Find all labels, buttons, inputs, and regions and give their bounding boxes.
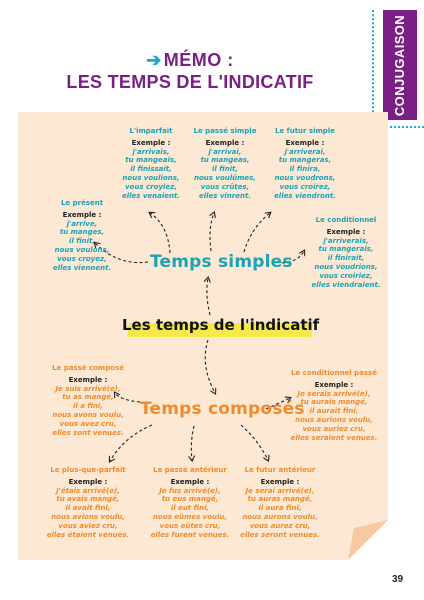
example-label: Exemple : bbox=[131, 138, 171, 147]
block-title: Le passé simple bbox=[193, 127, 257, 135]
example-label: Exemple : bbox=[170, 477, 210, 486]
conjugation-line: il finira, bbox=[289, 165, 321, 174]
conjugation-line: nous eûmes voulu, bbox=[152, 512, 228, 521]
conjugation-line: elles venaient. bbox=[121, 191, 181, 200]
hub-temps-simples: Temps simples bbox=[150, 252, 293, 272]
conjugation-line: j'arrivai, bbox=[208, 147, 242, 156]
conjugation-line: il a fini, bbox=[73, 402, 103, 411]
block-futur-simple bbox=[262, 127, 348, 200]
side-tab-label: CONJUGAISON bbox=[392, 14, 408, 116]
arrow-center-to-compose bbox=[205, 340, 215, 393]
conjugation-line: elles étaient venues. bbox=[46, 530, 130, 539]
conjugation-line: vous aurez cru, bbox=[249, 521, 311, 530]
conjugation-line: nous voudrions, bbox=[314, 262, 378, 271]
conjugation-line: il finit, bbox=[211, 165, 239, 174]
arrow-imparfait bbox=[150, 213, 170, 253]
conjugation-line: nous voulons, bbox=[54, 245, 110, 254]
conjugation-line: il aurait fini, bbox=[309, 407, 359, 416]
conjugation-line: vous auriez cru, bbox=[302, 424, 366, 433]
block-title: Le présent bbox=[60, 199, 104, 207]
conjugation-line: elles viennent. bbox=[52, 263, 112, 272]
block-title: Le futur antérieur bbox=[244, 466, 316, 474]
conjugation-line: elles vinrent. bbox=[198, 191, 252, 200]
block-passe-simple bbox=[180, 127, 270, 200]
block-title: L'imparfait bbox=[129, 127, 173, 135]
conjugation-line: vous crûtes, bbox=[200, 182, 250, 191]
conjugation-line: tu aurais mangé, bbox=[300, 398, 368, 407]
block-passe-anterieur bbox=[140, 466, 240, 539]
example-label: Exemple : bbox=[62, 210, 102, 219]
conjugation-line: il finissait, bbox=[130, 165, 172, 174]
conjugation-line: j'arriverai, bbox=[284, 147, 326, 156]
block-conditionnel-passe bbox=[284, 369, 384, 442]
conjugation-line: nous voulions, bbox=[122, 173, 180, 182]
conjugation-line: vous croyez, bbox=[57, 254, 107, 263]
block-plus-que-parfait bbox=[40, 466, 136, 539]
conjugation-line: j'arrivais, bbox=[132, 147, 170, 156]
conjugation-line: il aura fini, bbox=[258, 504, 302, 513]
conjugation-line: tu mangeras, bbox=[278, 156, 332, 165]
conjugation-line: tu as mangé, bbox=[62, 393, 114, 402]
conjugation-line: nous aurons voulu, bbox=[242, 512, 318, 521]
conjugation-line: nous avions voulu, bbox=[51, 512, 125, 521]
conjugation-line: j'arrive, bbox=[66, 219, 98, 228]
conjugation-line: elles seraient venues. bbox=[290, 433, 378, 442]
conjugation-line: Je serais arrivé(e), bbox=[297, 389, 371, 398]
conjugation-line: tu mangeas, bbox=[200, 156, 250, 165]
arrow-futur-anterieur bbox=[241, 425, 268, 460]
hub-center bbox=[122, 316, 320, 338]
conjugation-line: J'étais arrivé(e), bbox=[56, 486, 120, 495]
conjugation-line: vous croirez, bbox=[279, 182, 331, 191]
example-label: Exemple : bbox=[314, 380, 354, 389]
block-passe-compose bbox=[40, 364, 136, 437]
example-label: Exemple : bbox=[68, 375, 108, 384]
conjugation-line: vous avez cru, bbox=[59, 419, 117, 428]
memo-title-text: MÉMO : bbox=[163, 50, 234, 70]
conjugation-line: elles seront venues. bbox=[240, 530, 320, 539]
block-title: Le conditionnel bbox=[315, 216, 377, 224]
conjugation-line: nous aurions voulu, bbox=[295, 415, 373, 424]
conjugation-line: nous voudrons, bbox=[274, 173, 336, 182]
conjugation-line: tu eus mangé, bbox=[161, 495, 219, 504]
example-label: Exemple : bbox=[68, 477, 108, 486]
conjugation-line: vous croiriez, bbox=[319, 271, 373, 280]
conjugation-line: Je suis arrivé(e), bbox=[55, 384, 121, 393]
arrow-passe-simple bbox=[210, 213, 214, 251]
conjugation-line: il finirait, bbox=[327, 254, 365, 263]
example-label: Exemple : bbox=[205, 138, 245, 147]
conjugation-line: Je fus arrivé(e), bbox=[159, 486, 221, 495]
conjugation-line: elles viendront. bbox=[274, 191, 336, 200]
conjugation-line: il avait fini, bbox=[65, 504, 111, 513]
conjugation-line: tu manges, bbox=[59, 228, 105, 237]
conjugation-line: j'arriverais, bbox=[323, 236, 369, 245]
example-label: Exemple : bbox=[260, 477, 300, 486]
block-title: Le passé composé bbox=[52, 364, 124, 372]
conjugation-line: vous croyiez, bbox=[125, 182, 177, 191]
conjugation-line: il eut fini, bbox=[170, 504, 210, 513]
hub-temps-composes: Temps composés bbox=[140, 399, 305, 419]
block-title: Le conditionnel passé bbox=[291, 369, 377, 377]
block-title: Le plus-que-parfait bbox=[50, 466, 126, 474]
conjugation-line: tu mangeais, bbox=[125, 156, 177, 165]
conjugation-line: il finit, bbox=[68, 237, 96, 246]
conjugation-line: vous aviez cru, bbox=[58, 521, 118, 530]
center-label: Les temps de l'indicatif bbox=[122, 316, 320, 334]
conjugation-line: nous voulûmes, bbox=[194, 173, 256, 182]
example-label: Exemple : bbox=[285, 138, 325, 147]
block-title: Le futur simple bbox=[275, 127, 335, 135]
block-present bbox=[42, 199, 122, 272]
conjugation-line: tu auras mangé, bbox=[247, 495, 313, 504]
conjugation-line: elles viendraient. bbox=[311, 280, 381, 289]
arrow-futur-simple bbox=[244, 213, 270, 252]
conjugation-line: vous eûtes cru, bbox=[159, 521, 221, 530]
block-title: Le passé antérieur bbox=[153, 466, 227, 474]
conjugation-line: tu mangerais, bbox=[318, 245, 374, 254]
page-number: 39 bbox=[392, 574, 404, 585]
block-futur-anterieur bbox=[230, 466, 330, 539]
example-label: Exemple : bbox=[326, 227, 366, 236]
conjugation-line: nous avons voulu, bbox=[52, 410, 124, 419]
conjugation-line: elles furent venues. bbox=[150, 530, 230, 539]
conjugation-line: Je serai arrivé(e), bbox=[245, 486, 315, 495]
arrow-passe-anterieur bbox=[191, 426, 194, 460]
arrow-center-to-simple bbox=[207, 278, 210, 315]
arrow-right-icon: ➔ bbox=[146, 50, 162, 70]
block-conditionnel bbox=[302, 216, 390, 289]
conjugation-line: elles sont venues. bbox=[52, 428, 124, 437]
conjugation-line: tu avais mangé, bbox=[56, 495, 120, 504]
page-title: LES TEMPS DE L'INDICATIF bbox=[66, 72, 314, 92]
